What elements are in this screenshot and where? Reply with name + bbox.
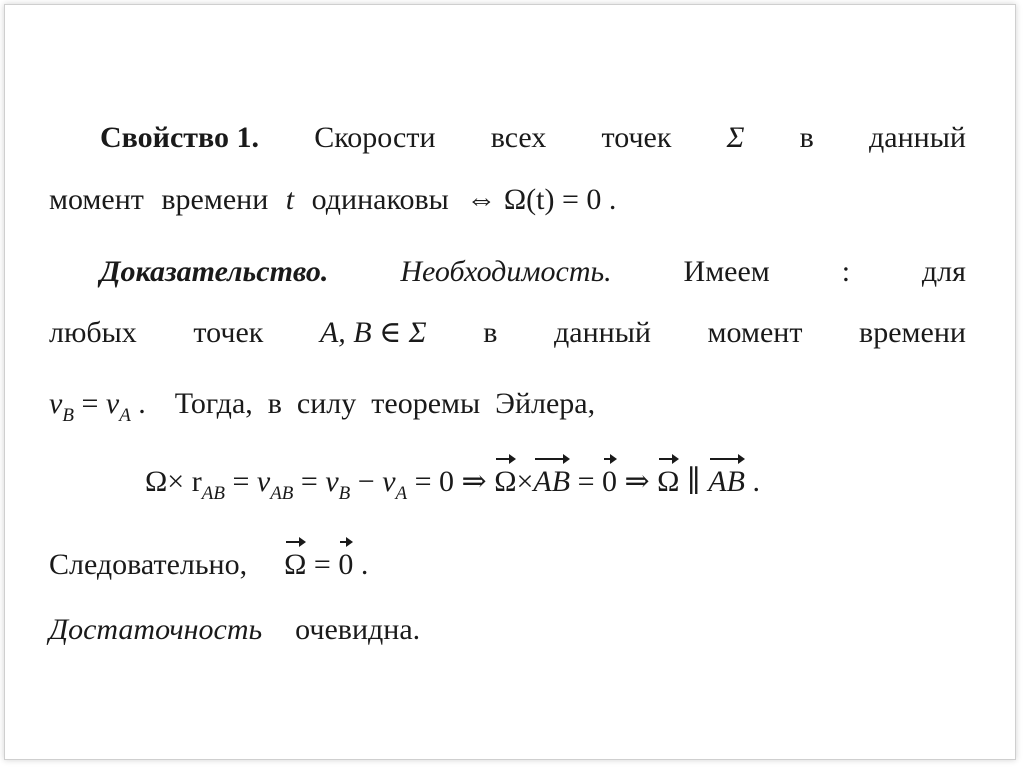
- therefore-word: Следовательно,: [49, 548, 248, 581]
- vector-arrow-icon: [710, 458, 743, 460]
- iff-symbol: ⇔: [466, 183, 497, 216]
- zero-end: 0 .: [586, 183, 617, 216]
- equals-sign: =: [561, 183, 579, 216]
- vector-ab: AB: [533, 467, 570, 497]
- word-have: Имеем: [683, 255, 770, 288]
- word-given-2: данный: [554, 316, 651, 349]
- vector-arrow-icon: [286, 541, 304, 543]
- word-same: одинаковы: [311, 183, 449, 216]
- proof-line-3: [49, 387, 596, 426]
- vector-zero: 0: [602, 467, 617, 497]
- vector-omega-3: Ω: [284, 550, 306, 580]
- vector-omega-2: Ω: [657, 467, 679, 497]
- omega-cross-r: Ω× r: [145, 465, 202, 498]
- colon: :: [841, 255, 851, 288]
- word-points-2: точек: [193, 316, 264, 349]
- word-moment-2: момент: [707, 316, 803, 349]
- slide-frame: [4, 4, 1016, 760]
- proof-label: Доказательство.: [100, 255, 329, 288]
- word-any: любых: [49, 316, 137, 349]
- word-in-2: в: [483, 316, 498, 349]
- vector-arrow-icon: [604, 458, 615, 460]
- proof-line-1: [100, 257, 966, 287]
- necessity-label: Необходимость.: [400, 255, 612, 288]
- vector-arrow-icon: [535, 458, 568, 460]
- slide-content: [5, 5, 1017, 761]
- implies-symbol-1: ⇒: [461, 465, 487, 498]
- conclusion-line: Следовательно, Ω = 0 .: [49, 550, 368, 580]
- word-time: времени: [161, 183, 269, 216]
- obvious-word: очевидна.: [295, 613, 421, 646]
- t-variable: t: [285, 183, 295, 216]
- property-line-1: [100, 123, 966, 153]
- implies-symbol-2: ⇒: [624, 465, 650, 498]
- word-in: в: [799, 121, 814, 154]
- vector-zero-2: 0: [338, 550, 353, 580]
- parallel-symbol: ∥: [686, 465, 701, 498]
- word-velocities: Скорости: [314, 121, 436, 154]
- word-given: данный: [869, 121, 966, 154]
- sufficiency-label: Достаточность: [49, 613, 263, 646]
- vector-omega: Ω: [494, 467, 516, 497]
- main-formula: $\Omega\times r_{AB} = v_{AB} = v_B - v_A = 0$ ⇒ Ω× AB = 0 ⇒ Ω ∥ AB .: [145, 467, 760, 497]
- sub-ab-1: AB: [201, 483, 225, 504]
- property-line-2: [49, 185, 616, 215]
- vector-arrow-icon: [659, 458, 677, 460]
- ab-in-sigma: A, B ∈ Σ: [319, 316, 427, 349]
- word-all: всех: [490, 121, 547, 154]
- vector-arrow-icon: [496, 458, 514, 460]
- property-label: Свойство 1.: [100, 121, 259, 154]
- vb-equals-va: $v_B = v_A$ .: [49, 387, 146, 426]
- euler-phrase: Тогда, в силу теоремы Эйлера,: [174, 387, 596, 420]
- sufficiency-line: [49, 615, 420, 645]
- sigma-symbol: Σ: [726, 121, 745, 154]
- word-points: точек: [601, 121, 672, 154]
- proof-line-2: [49, 318, 966, 348]
- word-time-2: времени: [859, 316, 966, 349]
- omega-of-t: Ω(t): [503, 183, 555, 216]
- vector-ab-2: AB: [708, 467, 745, 497]
- vector-arrow-icon: [340, 541, 351, 543]
- word-for: для: [921, 255, 966, 288]
- word-moment: момент: [49, 183, 144, 216]
